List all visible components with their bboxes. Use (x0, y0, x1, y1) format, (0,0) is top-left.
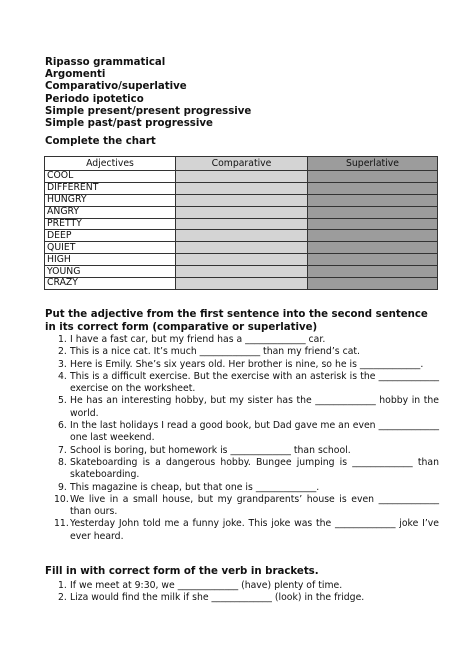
adjective-cell: HIGH (45, 254, 176, 266)
list-item (45, 334, 439, 346)
superlative-cell[interactable] (308, 266, 438, 278)
table-row (45, 278, 438, 290)
superlative-cell[interactable] (308, 171, 438, 183)
list-item (45, 346, 439, 358)
exercise-3-list (45, 580, 439, 605)
list-item (45, 482, 439, 494)
comparative-cell[interactable] (176, 254, 308, 266)
list-item (45, 420, 439, 445)
item-text: Liza would find the milk if she _____________ (look) in the fridge. (70, 592, 365, 604)
item-text: We live in a small house, but my grandparents’ house is even _____________ than ours. (70, 493, 439, 518)
list-item (45, 592, 439, 604)
header-line: Simple present/present progressive (45, 105, 252, 117)
item-number: 2. (58, 592, 67, 604)
adjective-cell: PRETTY (45, 218, 176, 230)
item-number: 8. (58, 456, 67, 468)
table-row (45, 242, 438, 254)
table-row (45, 182, 438, 194)
list-item (45, 395, 439, 420)
item-number: 11. (54, 518, 69, 530)
item-number: 2. (58, 346, 67, 358)
adjective-cell: QUIET (45, 242, 176, 254)
item-text: Yesterday John told me a funny joke. This joke was the _____________ joke I’ve ever heard. (70, 518, 439, 542)
item-number: 10. (54, 493, 69, 505)
item-number: 5. (58, 395, 67, 407)
item-text: Here is Emily. She’s six years old. Her brother is nine, so he is _____________. (70, 358, 424, 370)
list-item (45, 371, 439, 396)
item-number: 7. (58, 444, 67, 456)
comparative-cell[interactable] (176, 182, 308, 194)
comparative-cell[interactable] (176, 218, 308, 230)
adjective-cell: DIFFERENT (45, 182, 176, 194)
item-text: He has an interesting hobby, but my sister has the _____________ hobby in the world. (70, 395, 439, 419)
chart-title: Complete the chart (45, 136, 156, 147)
column-header-comparative: Comparative (176, 157, 308, 171)
item-text: School is boring, but homework is _____________ than school. (70, 444, 351, 456)
item-number: 3. (58, 358, 67, 370)
superlative-cell[interactable] (308, 254, 438, 266)
adjective-cell: YOUNG (45, 266, 176, 278)
comparative-cell[interactable] (176, 206, 308, 218)
item-text: This magazine is cheap, but that one is _____________. (70, 481, 320, 493)
adjectives-table (44, 156, 438, 290)
item-number: 9. (58, 481, 67, 493)
adjective-cell: CRAZY (45, 278, 176, 290)
superlative-cell[interactable] (308, 182, 438, 194)
list-item (45, 359, 439, 371)
item-number: 4. (58, 370, 67, 382)
column-header-superlative: Superlative (308, 157, 438, 171)
table-row (45, 230, 438, 242)
header-line: Argomenti (45, 69, 106, 81)
item-text: I have a fast car, but my friend has a _____________ car. (70, 334, 326, 345)
item-text: In the last holidays I read a good book, but Dad gave me an even _____________ one last weekend. (70, 420, 439, 444)
header-line: Simple past/past progressive (45, 118, 213, 130)
column-header-adjectives: Adjectives (45, 157, 176, 171)
list-item (45, 457, 439, 482)
table-row (45, 218, 438, 230)
header-line: Periodo ipotetico (45, 93, 144, 105)
adjective-cell: COOL (45, 171, 176, 183)
table-row (45, 194, 438, 206)
table-row (45, 266, 438, 278)
list-item (45, 580, 439, 592)
list-item (45, 518, 439, 543)
comparative-cell[interactable] (176, 278, 308, 290)
superlative-cell[interactable] (308, 230, 438, 242)
item-text: This is a nice cat. It’s much _____________ than my friend’s cat. (70, 346, 360, 358)
list-item (45, 494, 439, 519)
comparative-cell[interactable] (176, 266, 308, 278)
exercise-2-list (45, 334, 439, 543)
superlative-cell[interactable] (308, 218, 438, 230)
topic-header (45, 57, 251, 130)
adjective-cell: ANGRY (45, 206, 176, 218)
comparative-cell[interactable] (176, 194, 308, 206)
item-number: 1. (58, 334, 67, 345)
list-item (45, 445, 439, 457)
item-text: If we meet at 9:30, we _____________ (have) plenty of time. (70, 580, 343, 591)
exercise-2-instruction: Put the adjective from the first sentence into the second sentence in its correct form (comparative or superlative) (45, 309, 428, 333)
superlative-cell[interactable] (308, 242, 438, 254)
adjective-cell: DEEP (45, 230, 176, 242)
header-line: Comparativo/superlative (45, 81, 187, 93)
superlative-cell[interactable] (308, 194, 438, 206)
item-text: This is a difficult exercise. But the exercise with an asterisk is the _____________ exercise on the worksheet. (70, 370, 439, 395)
header-line: Ripasso grammatical (45, 57, 166, 68)
comparative-cell[interactable] (176, 230, 308, 242)
superlative-cell[interactable] (308, 278, 438, 290)
superlative-cell[interactable] (308, 206, 438, 218)
item-text: Skateboarding is a dangerous hobby. Bungee jumping is _____________ than skateboarding. (70, 456, 439, 481)
adjective-cell: HUNGRY (45, 194, 176, 206)
table-row (45, 254, 438, 266)
item-number: 6. (58, 420, 67, 432)
table-header-row (45, 157, 438, 171)
comparative-cell[interactable] (176, 242, 308, 254)
table-row (45, 206, 438, 218)
comparative-cell[interactable] (176, 171, 308, 183)
table-row (45, 171, 438, 183)
item-number: 1. (58, 580, 67, 591)
exercise-3-instruction: Fill in with correct form of the verb in brackets. (45, 566, 319, 577)
